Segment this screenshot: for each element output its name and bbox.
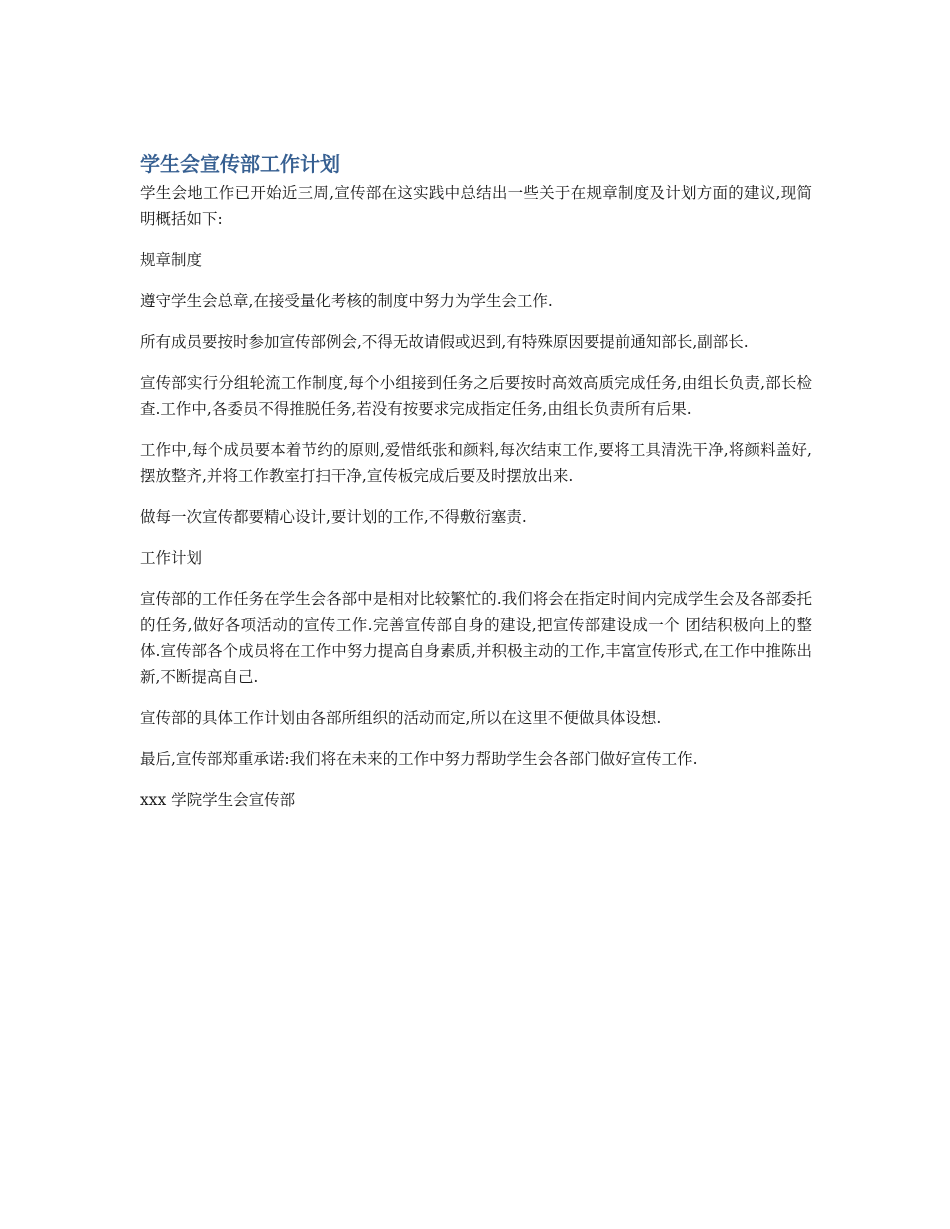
document-title: 学生会宣传部工作计划 — [140, 152, 340, 176]
section-heading-plan: 工作计划 — [140, 549, 203, 567]
intro-paragraph: 学生会地工作已开始近三周,宣传部在这实践中总结出一些关于在规章制度及计划方面的建议,现简明概括如下: — [140, 184, 812, 228]
rule-paragraph-5: 做每一次宣传都要精心设计,要计划的工作,不得敷衍塞责. — [140, 508, 527, 526]
signature-line: xxx 学院学生会宣传部 — [140, 791, 296, 809]
rule-paragraph-2: 所有成员要按时参加宣传部例会,不得无故请假或迟到,有特殊原因要提前通知部长,副部长. — [140, 333, 749, 351]
plan-paragraph-1: 宣传部的工作任务在学生会各部中是相对比较繁忙的.我们将会在指定时间内完成学生会及各部委托的任务,做好各项活动的宣传工作.完善宣传部自身的建设,把宣传部建设成一个 团结积极向上的整体.宣传部各个成员将在工作中努力提高自身素质,并积极主动的工作,丰富宣传形式,在工作中推陈出新,不断提高自己. — [140, 590, 812, 686]
section-heading-rules: 规章制度 — [140, 251, 203, 269]
rule-paragraph-3: 宣传部实行分组轮流工作制度,每个小组接到任务之后要按时高效高质完成任务,由组长负责,部长检查.工作中,各委员不得推脱任务,若没有按要求完成指定任务,由组长负责所有后果. — [140, 374, 812, 418]
rule-paragraph-4: 工作中,每个成员要本着节约的原则,爱惜纸张和颜料,每次结束工作,要将工具清洗干净,将颜料盖好,摆放整齐,并将工作教室打扫干净,宣传板完成后要及时摆放出来. — [140, 441, 812, 485]
rule-paragraph-1: 遵守学生会总章,在接受量化考核的制度中努力为学生会工作. — [140, 292, 553, 310]
document-page — [140, 150, 812, 828]
plan-paragraph-2: 宣传部的具体工作计划由各部所组织的活动而定,所以在这里不便做具体设想. — [140, 709, 662, 727]
closing-paragraph: 最后,宣传部郑重承诺:我们将在未来的工作中努力帮助学生会各部门做好宣传工作. — [140, 750, 698, 768]
